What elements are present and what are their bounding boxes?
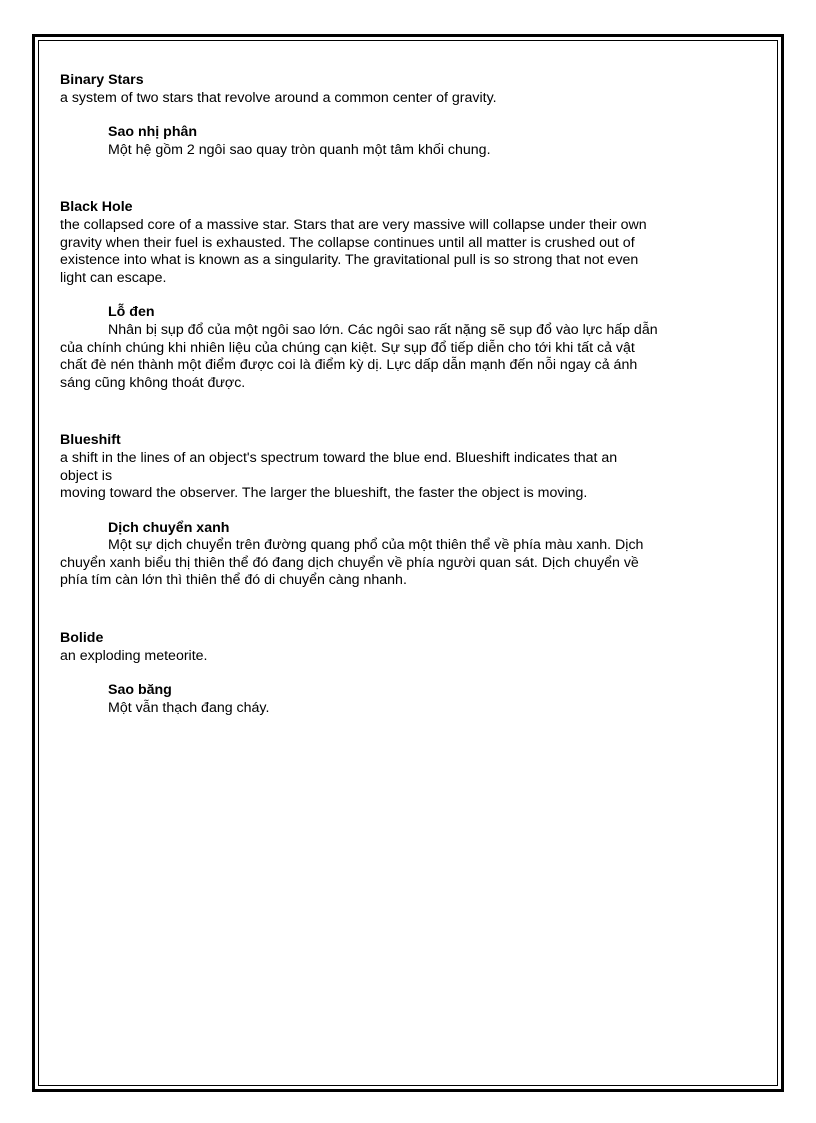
term-title: Black Hole [60, 199, 133, 216]
term-definition [60, 450, 760, 503]
glossary-entry-bolide [60, 630, 760, 717]
definition-line: a shift in the lines of an object's spectrum toward the blue end. Blueshift indicates that an [60, 449, 618, 466]
glossary-entry-binary-stars [60, 72, 760, 159]
term-title: Blueshift [60, 432, 121, 449]
vietnamese-term-title: Sao nhị phân [108, 124, 198, 141]
term-definition [60, 90, 760, 108]
vietnamese-definition-text: Một hệ gồm 2 ngôi sao quay tròn quanh một tâm khối chung. [108, 141, 491, 158]
vietnamese-translation [60, 304, 760, 392]
definition-line: a system of two stars that revolve around a common center of gravity. [60, 89, 497, 106]
vietnamese-definition-line: sáng cũng không thoát được. [60, 374, 246, 391]
vietnamese-definition-line: Một sự dịch chuyển trên đường quang phổ của một thiên thể về phía màu xanh. Dịch [108, 537, 644, 554]
vietnamese-definition-line: chất đè nén thành một điểm được coi là điểm kỳ dị. Lực dấp dẫn mạnh đến nỗi ngay cả ánh [60, 357, 638, 374]
glossary-content [60, 72, 760, 717]
definition-line: existence into what is known as a singularity. The gravitational pull is so strong that not even [60, 252, 639, 269]
term-definition [60, 217, 760, 287]
vietnamese-term-title: Dịch chuyển xanh [108, 519, 230, 536]
definition-line: object is [60, 467, 113, 484]
vietnamese-term-title: Sao băng [108, 682, 172, 699]
definition-line: the collapsed core of a massive star. Stars that are very massive will collapse under their own [60, 216, 647, 233]
term-title: Bolide [60, 630, 104, 647]
vietnamese-translation [60, 124, 760, 159]
definition-line: light can escape. [60, 269, 167, 286]
vietnamese-definition-line: Nhân bị sụp đổ của một ngôi sao lớn. Các ngôi sao rất nặng sẽ sụp đổ vào lực hấp dẫn [108, 321, 658, 338]
term-definition [60, 648, 760, 666]
vietnamese-definition-text: Một vẫn thạch đang cháy. [108, 699, 270, 716]
definition-line: moving toward the observer. The larger the blueshift, the faster the object is moving. [60, 485, 588, 502]
vietnamese-definition-continued [60, 340, 760, 393]
vietnamese-definition [60, 142, 760, 160]
vietnamese-translation [60, 682, 760, 717]
vietnamese-definition [60, 537, 760, 555]
definition-line: gravity when their fuel is exhausted. The collapse continues until all matter is crushed out of [60, 234, 635, 251]
glossary-entry-black-hole [60, 199, 760, 392]
term-title: Binary Stars [60, 72, 144, 88]
vietnamese-definition [60, 322, 760, 340]
vietnamese-definition-continued [60, 555, 760, 590]
vietnamese-term-title: Lỗ đen [108, 304, 155, 321]
vietnamese-definition [60, 700, 760, 718]
definition-line: an exploding meteorite. [60, 647, 208, 664]
vietnamese-translation [60, 520, 760, 590]
vietnamese-definition-line: của chính chúng khi nhiên liệu của chúng cạn kiệt. Sự sụp đổ tiếp diễn cho tới khi tất cả vật [60, 339, 635, 356]
vietnamese-definition-line: phía tím càn lớn thì thiên thể đó di chuyển càng nhanh. [60, 572, 407, 589]
vietnamese-definition-line: chuyển xanh biểu thị thiên thể đó đang dịch chuyển về phía người quan sát. Dịch chuyển về [60, 554, 639, 571]
glossary-entry-blueshift [60, 432, 760, 590]
